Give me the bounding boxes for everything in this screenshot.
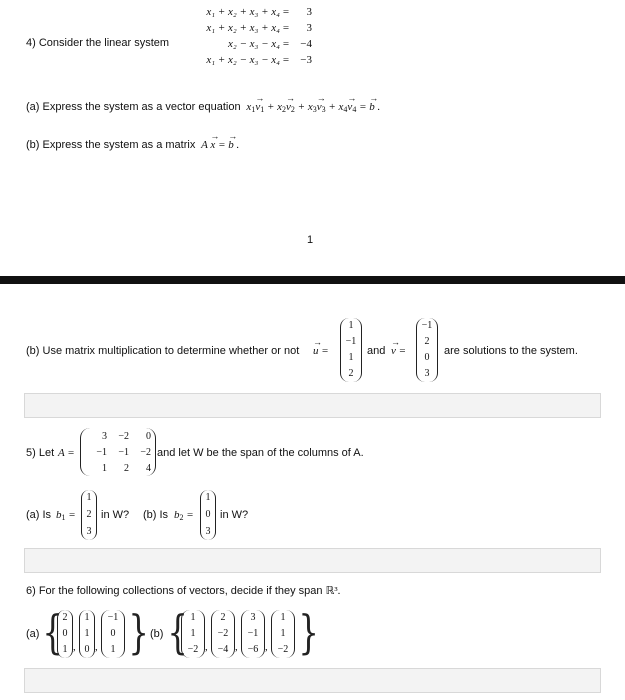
equation-4-lhs: x₁ + x₂ − x₃ − x₄ — [206, 54, 280, 66]
equation-4-rel: = — [282, 54, 290, 66]
set-b-vector-4 — [271, 610, 295, 658]
matrix-a-label: A = — [58, 447, 75, 459]
b2-entry-2: 0 — [205, 508, 211, 520]
r3-space: ℝ³. — [325, 585, 341, 597]
set-b-vector-1 — [181, 610, 205, 658]
a-33: 4 — [146, 462, 151, 474]
comma: , — [95, 641, 98, 653]
set-a-v2-e3: 0 — [84, 644, 90, 655]
u-vector-label: → u = — [313, 345, 329, 357]
a-11: 3 — [102, 430, 107, 442]
part-b-line — [26, 139, 239, 151]
answer-box-1[interactable] — [24, 393, 601, 418]
problem-4-intro: 4) Consider the linear system — [26, 37, 170, 49]
u-entry-3: 1 — [348, 352, 354, 363]
u-entry-2: −1 — [345, 336, 357, 347]
set-b-close-brace: } — [298, 605, 319, 659]
set-b-label: (b) — [150, 628, 164, 640]
set-b-vector-3 — [241, 610, 265, 658]
b2-label: $b_2$ = — [174, 509, 194, 522]
problem-5-suffix: and let W be the span of the columns of A. — [157, 447, 364, 459]
equation-2-rhs: 3 — [306, 22, 312, 34]
set-b-v3-e1: 3 — [250, 612, 256, 623]
linear-system — [178, 6, 312, 66]
b1-entry-2: 2 — [86, 508, 92, 520]
set-b-v1-e1: 1 — [190, 612, 196, 623]
set-b-v4-e2: 1 — [280, 628, 286, 639]
part-b-text: (b) Express the system as a matrix — [26, 139, 196, 151]
set-b-v4-e1: 1 — [280, 612, 286, 623]
u-entry-4: 2 — [348, 368, 354, 379]
v-vector — [416, 318, 438, 382]
set-b-v3-e3: −6 — [247, 644, 259, 655]
problem-6-intro: 6) For the following collections of vectors, decide if they span — [26, 585, 323, 597]
set-a-vector-3 — [101, 610, 125, 658]
problem-5-intro: 5) Let — [26, 447, 55, 459]
comma: , — [235, 641, 238, 653]
equation-2-lhs: x₁ + x₂ + x₃ + x₄ — [206, 22, 280, 34]
vector-equation: $x_1\to v_1 + x_2\to v_2 + x_3\to v_3 + x_4\to v_4$ = → b . — [244, 101, 381, 113]
v-entry-3: 0 — [424, 352, 430, 363]
set-a-v3-e1: −1 — [107, 612, 119, 623]
part-5b-prefix: (b) Is — [143, 509, 169, 521]
b1-label: $b_1$ = — [56, 509, 76, 522]
v-vector-label: → v = — [391, 345, 406, 357]
set-a-vector-2 — [79, 610, 95, 658]
problem-6-intro-line — [26, 584, 340, 597]
part-b2-text: (b) Use matrix multiplication to determine whether or not — [26, 345, 300, 357]
set-b-v4-e3: −2 — [277, 644, 289, 655]
matrix-equation: A → x = → b . — [198, 139, 239, 151]
b1-entry-3: 3 — [86, 525, 92, 537]
a-13: 0 — [146, 430, 151, 442]
set-a-v1-e2: 0 — [62, 628, 68, 639]
set-b-v1-e3: −2 — [187, 644, 199, 655]
set-a-v2-e1: 1 — [84, 612, 90, 623]
b1-entry-1: 1 — [86, 492, 92, 504]
a-31: 1 — [102, 462, 107, 474]
page-number: 1 — [307, 234, 314, 246]
u-entry-1: 1 — [348, 320, 354, 331]
part-a-line — [26, 101, 380, 114]
b2-entry-1: 1 — [205, 492, 211, 504]
b2-vector — [200, 490, 216, 540]
part-b2-suffix: are solutions to the system. — [444, 345, 578, 357]
page-divider — [0, 276, 625, 284]
u-vector — [340, 318, 362, 382]
b2-entry-3: 3 — [205, 525, 211, 537]
b1-vector — [81, 490, 97, 540]
equation-1-rhs: 3 — [306, 6, 312, 18]
a-22: −1 — [118, 446, 129, 458]
set-a-v1-e3: 1 — [62, 644, 68, 655]
set-a-open-brace: { — [42, 605, 63, 659]
and-word: and — [367, 345, 386, 357]
set-a-v3-e3: 1 — [110, 644, 116, 655]
equation-1-rel: = — [282, 6, 290, 18]
part-5a-prefix: (a) Is — [26, 509, 52, 521]
equation-3-rel: = — [282, 38, 290, 50]
v-entry-4: 3 — [424, 368, 430, 379]
set-b-v2-e2: −2 — [217, 628, 229, 639]
set-a-v3-e2: 0 — [110, 628, 116, 639]
v-entry-2: 2 — [424, 336, 430, 347]
set-b-v2-e3: −4 — [217, 644, 229, 655]
equation-2-rel: = — [282, 22, 290, 34]
a-12: −2 — [118, 430, 129, 442]
equation-4-rhs: −3 — [300, 54, 312, 66]
comma: , — [205, 641, 208, 653]
part-5b-suffix: in W? — [220, 509, 249, 521]
set-b-open-brace: { — [167, 605, 188, 659]
a-32: 2 — [124, 462, 129, 474]
set-a-vector-1 — [57, 610, 73, 658]
set-b-v2-e1: 2 — [220, 612, 226, 623]
set-a-v2-e2: 1 — [84, 628, 90, 639]
set-b-vector-2 — [211, 610, 235, 658]
comma: , — [73, 641, 76, 653]
part-5a-suffix: in W? — [101, 509, 130, 521]
set-a-v1-e1: 2 — [62, 612, 68, 623]
part-a-text: (a) Express the system as a vector equation — [26, 101, 241, 113]
a-21: −1 — [96, 446, 107, 458]
equation-1-lhs: x₁ + x₂ + x₃ + x₄ — [206, 6, 280, 18]
a-23: −2 — [140, 446, 151, 458]
equation-3-rhs: −4 — [300, 38, 312, 50]
set-a-label: (a) — [26, 628, 40, 640]
answer-box-3[interactable] — [24, 668, 601, 693]
set-b-v3-e2: −1 — [247, 628, 259, 639]
set-a-close-brace: } — [128, 605, 149, 659]
comma: , — [265, 641, 268, 653]
equation-3-lhs: x₂ − x₃ − x₄ — [228, 38, 280, 50]
answer-box-2[interactable] — [24, 548, 601, 573]
set-b-v1-e2: 1 — [190, 628, 196, 639]
v-entry-1: −1 — [421, 320, 433, 331]
matrix-a — [80, 428, 156, 476]
